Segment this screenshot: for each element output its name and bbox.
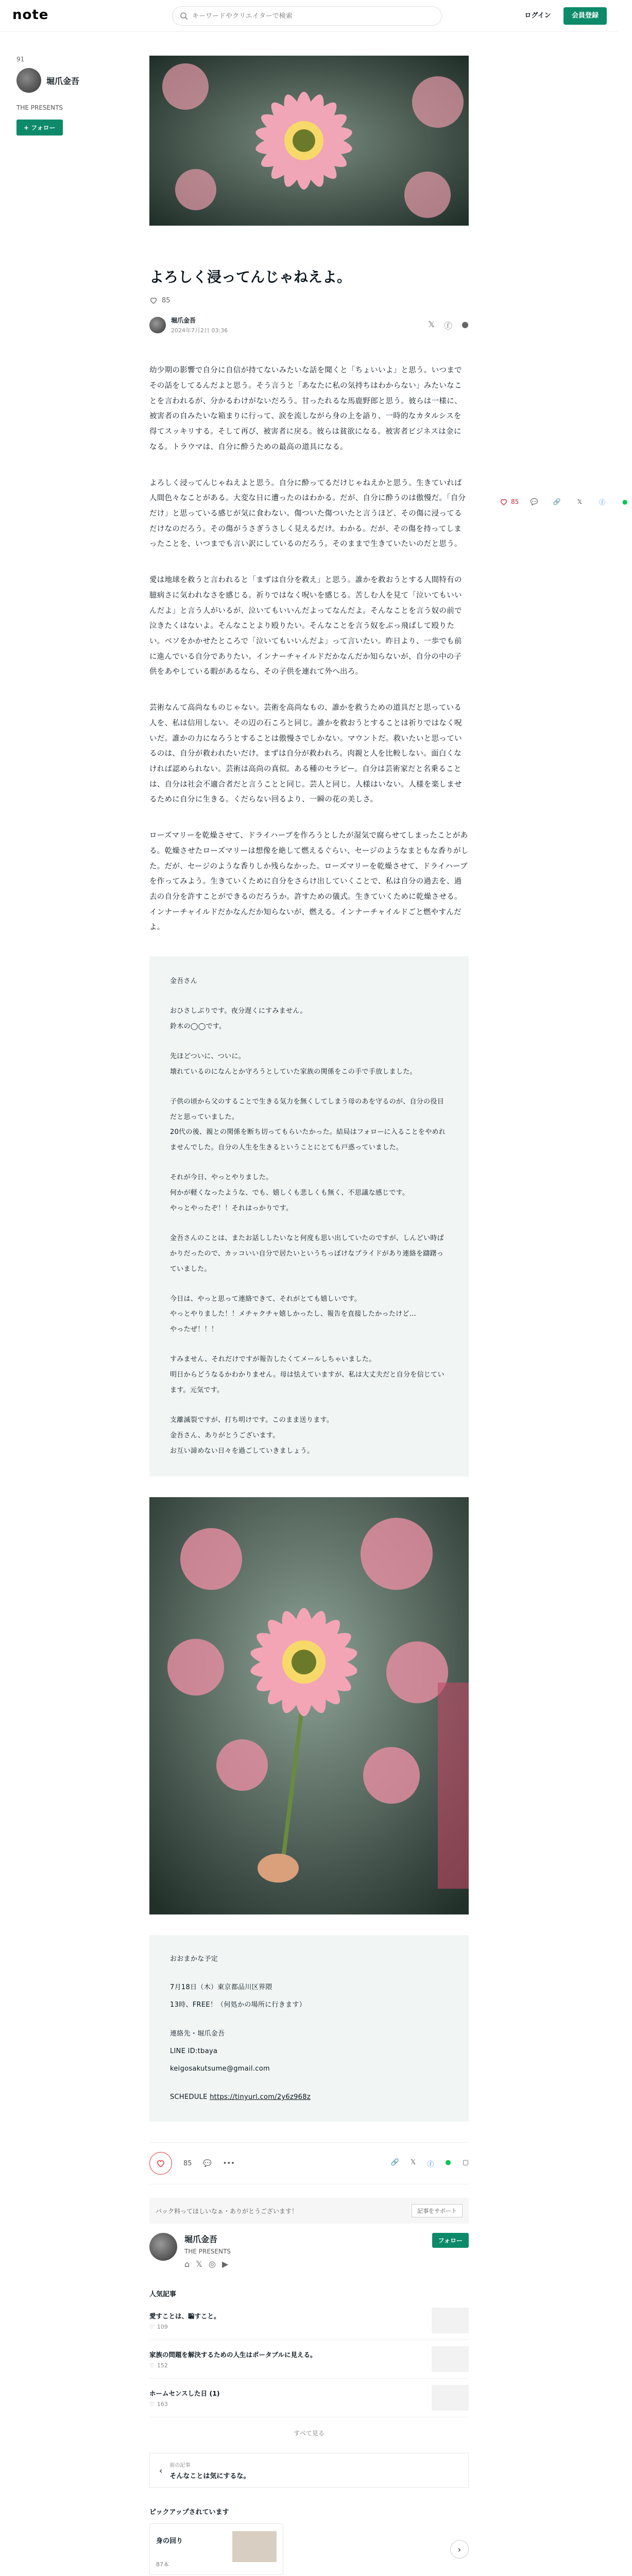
avatar[interactable] <box>16 68 41 93</box>
profile-row[interactable] <box>16 68 119 93</box>
support-text: バック料ってほしいなぁ・ありがとうございます！ <box>156 2207 298 2215</box>
heart-icon <box>149 296 158 304</box>
quote-line: 金吾さんのことは、またお話ししたいなと何度も思い出していたのですが、しんどい時ばかりだったので、カッコいい自分で居たいというちっぽけなプライドがあり連絡を躊躇っていました。 <box>170 1234 444 1273</box>
quote-line: 金吾さん <box>170 977 198 986</box>
heart-icon <box>500 498 508 506</box>
quote-line: 子供の頃から父のすることで生きる気力を無くしてしまう母のあを守るのが、自分の役目だと思っていました。 20代の後、親との関係を断ち切ってもらいたかった。結局はフォローに入ることをやめれませんでした。自分の人生を生きるということにとても戸惑っていました。 <box>170 1097 446 1152</box>
heart-icon <box>156 2159 165 2168</box>
quote-line: おひさしぶりです。夜分遅くにすみません。 鈴木の◯◯です。 <box>170 1007 307 1030</box>
like-summary[interactable] <box>149 296 469 304</box>
profile-name[interactable]: 堀爪金吾 <box>46 76 80 86</box>
popular-title[interactable]: ホームセンスした日 (1) <box>149 2389 220 2397</box>
line-id: LINE ID:tbaya <box>170 2047 218 2055</box>
thumbnail[interactable] <box>432 2385 469 2411</box>
search-icon <box>180 12 188 20</box>
pickup-card[interactable] <box>149 2523 283 2575</box>
paragraph: 愛は地球を救うと言われると「まずは自分を救え」と思う。誰かを救おうとする人間特有の臆病さに気われなさを感じる。祈りではなく呪いを感じる。苦しむ人を見て「泣いてもいいんだよ」と言う人がいるが、泣いてもいいんだよってなんだよ。そんなことを言う奴の前で泣きたくはないよ。そんなことより殴りたい。そんなことを言う奴をぶっ飛ばして殴りたい。ベソをかかせたところで「泣いてもいいんだよ」って言いたい。昨日より、一歩でも前に進んでいる自分でありたい。インナーチャイルドだかなんだか知らないが、自分の中の子供をあやしている暇があるなら、その子供を連れて外へ出ろ。 <box>149 576 462 676</box>
prev-article[interactable] <box>149 2453 469 2488</box>
like-count: 85 <box>162 296 170 304</box>
comment-icon[interactable]: 💬 <box>530 498 538 505</box>
popular-heading: 人気記事 <box>149 2291 177 2299</box>
list-item[interactable] <box>149 2340 469 2379</box>
quote-line: 今日は、やっと思って連絡できて、それがとても嬉しいです。 やっとやりました！！メチャクチャ嬉しかったし、報告を直接したかったけど… やったぜ！！！ <box>170 1295 417 1334</box>
prev-title[interactable]: そんなことは気にするな。 <box>169 2472 250 2481</box>
schedule-label: SCHEDULE <box>170 2093 208 2102</box>
pickup-card-image <box>232 2531 277 2562</box>
line-share-icon[interactable]: ● <box>445 2158 451 2166</box>
facebook-share-icon[interactable]: ⓕ <box>427 2160 434 2168</box>
hero-image <box>149 56 469 226</box>
search-input[interactable] <box>192 12 429 20</box>
pickup-card-title: 身の回り <box>156 2537 183 2546</box>
comment-icon[interactable]: 💬 <box>203 2159 212 2167</box>
chevron-right-icon[interactable]: › <box>450 2540 469 2558</box>
paragraph: よろしく浸ってんじゃねえよと思う。自分に酔ってるだけじゃねえかと思う。生きていれば人間色々なことがある。大変な日に遭ったのはわかる。だが、自分に酔うのは傲慢だ。「自分だけ」と思っている感じが気に食わない。傷ついた傷ついたと言うほど、その傷に浸ってるだけなのだろう。その傷がうさぎうさしく見えるだけ。わかる。だが、その傷を持ってしまったことを、いつまでも言い訳にしているのだろう。そのままで生きていたいのだと思う。 <box>149 479 466 549</box>
see-all-link[interactable]: すべて見る <box>294 2430 324 2437</box>
author-avatar[interactable] <box>149 317 166 333</box>
quote-line: すみません、それだけですが報告したくてメールしちゃいました。 明日からどうなるかわかりません。母は怯えていますが、私は大丈夫だと自分を信じています。元気です。 <box>170 1355 445 1394</box>
list-item[interactable] <box>149 2379 469 2417</box>
prev-label: 前の記事 <box>169 2463 191 2469</box>
paragraph: ローズマリーを乾燥させて、ドライハーブを作ろうとしたが湿気で腐らせてしまったことがある。乾燥させたローズマリーは想像を絶して燃えるぐらい、セージのようなまともな香りがした。だが、セージのような香りしか残らなかった。ローズマリーを乾燥させて、ドライハーブを作ってみよう。生きていくために自分をさらけ出していくことで、私は自分の過去を、過去の自分を許すことができるのだろうか。許すための儀式。生きていくために乾燥させる。インナーチャイルドだかなんだか知らないが、燃える。インナーチャイルドごと燃やすんだよ。 <box>149 832 469 932</box>
support-bar <box>149 2198 469 2224</box>
popular-title[interactable]: 家族の問題を解決するための人生はポータブルに見える。 <box>149 2350 317 2359</box>
line-share-icon[interactable]: ● <box>622 498 628 505</box>
more-icon[interactable]: ••• <box>223 2159 235 2167</box>
like-count: 85 <box>183 2159 192 2167</box>
login-button[interactable]: ログイン <box>524 12 551 20</box>
contact-label: 連絡先・堀爪金吾 <box>170 2029 225 2038</box>
x-share-icon[interactable]: 𝕏 <box>577 498 583 505</box>
quote-line: 支離滅裂ですが、打ち明けです。このまま送ります。 金吾さん、ありがとうございます。 お互い諦めない日々を過ごしていきましょう。 <box>170 1416 334 1455</box>
user-plus-icon: + <box>24 124 31 131</box>
author-card-name[interactable]: 堀爪金吾 <box>184 2234 218 2245</box>
follow-button[interactable]: フォロー <box>432 2233 469 2248</box>
info-line: おおまかな予定 <box>170 1955 218 1963</box>
floating-actions <box>500 495 632 509</box>
publish-date: 2024年7月2日 03:36 <box>171 327 228 334</box>
line-share-icon[interactable]: ● <box>462 319 469 329</box>
x-share-icon[interactable]: 𝕏 <box>410 2158 416 2166</box>
avatar[interactable] <box>149 2233 177 2261</box>
article <box>149 56 469 2576</box>
note-logo[interactable]: note <box>12 7 49 23</box>
pickup-card-count: 87本 <box>156 2561 169 2568</box>
paragraph: 芸術なんて高尚なものじゃない。芸術を高尚なもの、誰かを救うための道具だと思っている人を、私は信用しない。その辺の石ころと同じ。誰かを救おうとすることは祈りではなく呪いだ。誰かの力になろうとすることは傲慢さでしかない。マウントだ。救いたいと思っているのは、自分が救われたいだけ。まずは自分が救われろ。肉親と人を比較しない。面白くなければ認められない。芸術は高尚の真似。ある種のセラピー。自分は芸術家だと名乗ることは、自分は社会不適合者だと言うことと同じ。芸人と同じ。人様はいない。人様を楽しませるために自分に生きる。くだらない回るより、一瞬の花の美しさ。 <box>149 704 462 804</box>
author-name[interactable]: 堀爪金吾 <box>171 317 196 325</box>
article-actions <box>149 2142 469 2184</box>
popular-count: 109 <box>157 2323 168 2330</box>
popular-title[interactable]: 愛すことは、騙すこと。 <box>149 2312 220 2320</box>
facebook-share-icon[interactable]: ⓕ <box>599 498 606 506</box>
youtube-icon[interactable]: ▶ <box>222 2259 229 2269</box>
follow-label: フォロー <box>31 124 56 131</box>
x-share-icon[interactable]: 𝕏 <box>428 319 435 329</box>
author-card-org: THE PRESENTS <box>184 2248 231 2256</box>
flower-photo <box>149 1497 469 1914</box>
email[interactable]: keigosakutsume@gmail.com <box>170 2064 270 2073</box>
like-button[interactable] <box>149 2152 172 2175</box>
chevron-left-icon: ‹ <box>159 2465 163 2476</box>
paragraph: 幼少期の影響で自分に自信が持てないみたいな話を聞くと「ちょいいよ」と思う。いつまでその話をしてるんだよと思う。そう言うと「あなたに私の気持ちはわからない」みたいなことを言われるが、分かるわけがないだろう。甘ったれるな馬鹿野郎と思う。彼らは一様に、被害者の自みたいな箱まりに行って、涙を流しながら身の上を語り、一時的なカタルシスを得てスッキリする。そして再び、被害者に戻る。彼らは貧欲になる。被害者ビジネスは金になる。トラウマは、自分に酔うための最高の道具になる。 <box>149 366 462 451</box>
pickup-row <box>149 2523 469 2575</box>
author-row <box>149 316 469 334</box>
event-info <box>149 1935 469 2122</box>
heart-icon: ♡ <box>149 2400 155 2408</box>
quoted-message <box>149 956 469 1476</box>
link-icon[interactable]: 🔗 <box>390 2158 399 2166</box>
profile-id: 91 <box>16 56 25 63</box>
list-item[interactable] <box>149 2301 469 2340</box>
quote-line: それが今日、やっとやりました。 何かが軽くなったような、でも、嬉しくも悲しくも無く、不思議な感じです。 やっとやったぞ！！それはっかりです。 <box>170 1174 409 1212</box>
author-card <box>149 2233 469 2269</box>
global-header <box>0 0 618 32</box>
facebook-share-icon[interactable]: ⓕ <box>444 320 453 331</box>
article-body <box>149 363 469 2122</box>
floating-like[interactable] <box>500 498 519 506</box>
heart-icon: ♡ <box>149 2323 155 2330</box>
thumbnail[interactable] <box>432 2308 469 2333</box>
link-icon[interactable]: 🔗 <box>553 498 561 505</box>
creator-profile <box>16 56 119 135</box>
pickup-heading: ピックアップされています <box>149 2509 229 2517</box>
profile-org: THE PRESENTS <box>16 104 63 111</box>
follow-button[interactable] <box>16 120 63 135</box>
bookmark-icon[interactable]: ▢ <box>462 2158 469 2166</box>
search-box[interactable] <box>172 6 442 26</box>
signup-button[interactable]: 会員登録 <box>563 7 607 25</box>
quote-line: 先ほどついに、ついに。 壊れているのになんとか守ろうとしていた家族の関係をこの手で手放しました。 <box>170 1052 417 1076</box>
thumbnail[interactable] <box>432 2346 469 2372</box>
schedule-link[interactable]: https://tinyurl.com/2y6z968z <box>210 2093 311 2102</box>
x-icon[interactable]: 𝕏 <box>196 2259 203 2269</box>
instagram-icon[interactable]: ◎ <box>209 2259 216 2269</box>
support-button[interactable]: 記事をサポート <box>412 2204 463 2217</box>
home-icon[interactable]: ⌂ <box>184 2259 190 2269</box>
heart-icon: ♡ <box>149 2362 155 2369</box>
info-line: 7月18日（木）東京都品川区界隈 13時、FREE！（何処かの場所に行きます） <box>170 1984 306 2009</box>
popular-count: 152 <box>157 2362 168 2369</box>
floating-like-count: 85 <box>511 498 519 505</box>
popular-count: 163 <box>157 2400 168 2408</box>
article-title: よろしく浸ってんじゃねえよ。 <box>149 268 352 285</box>
